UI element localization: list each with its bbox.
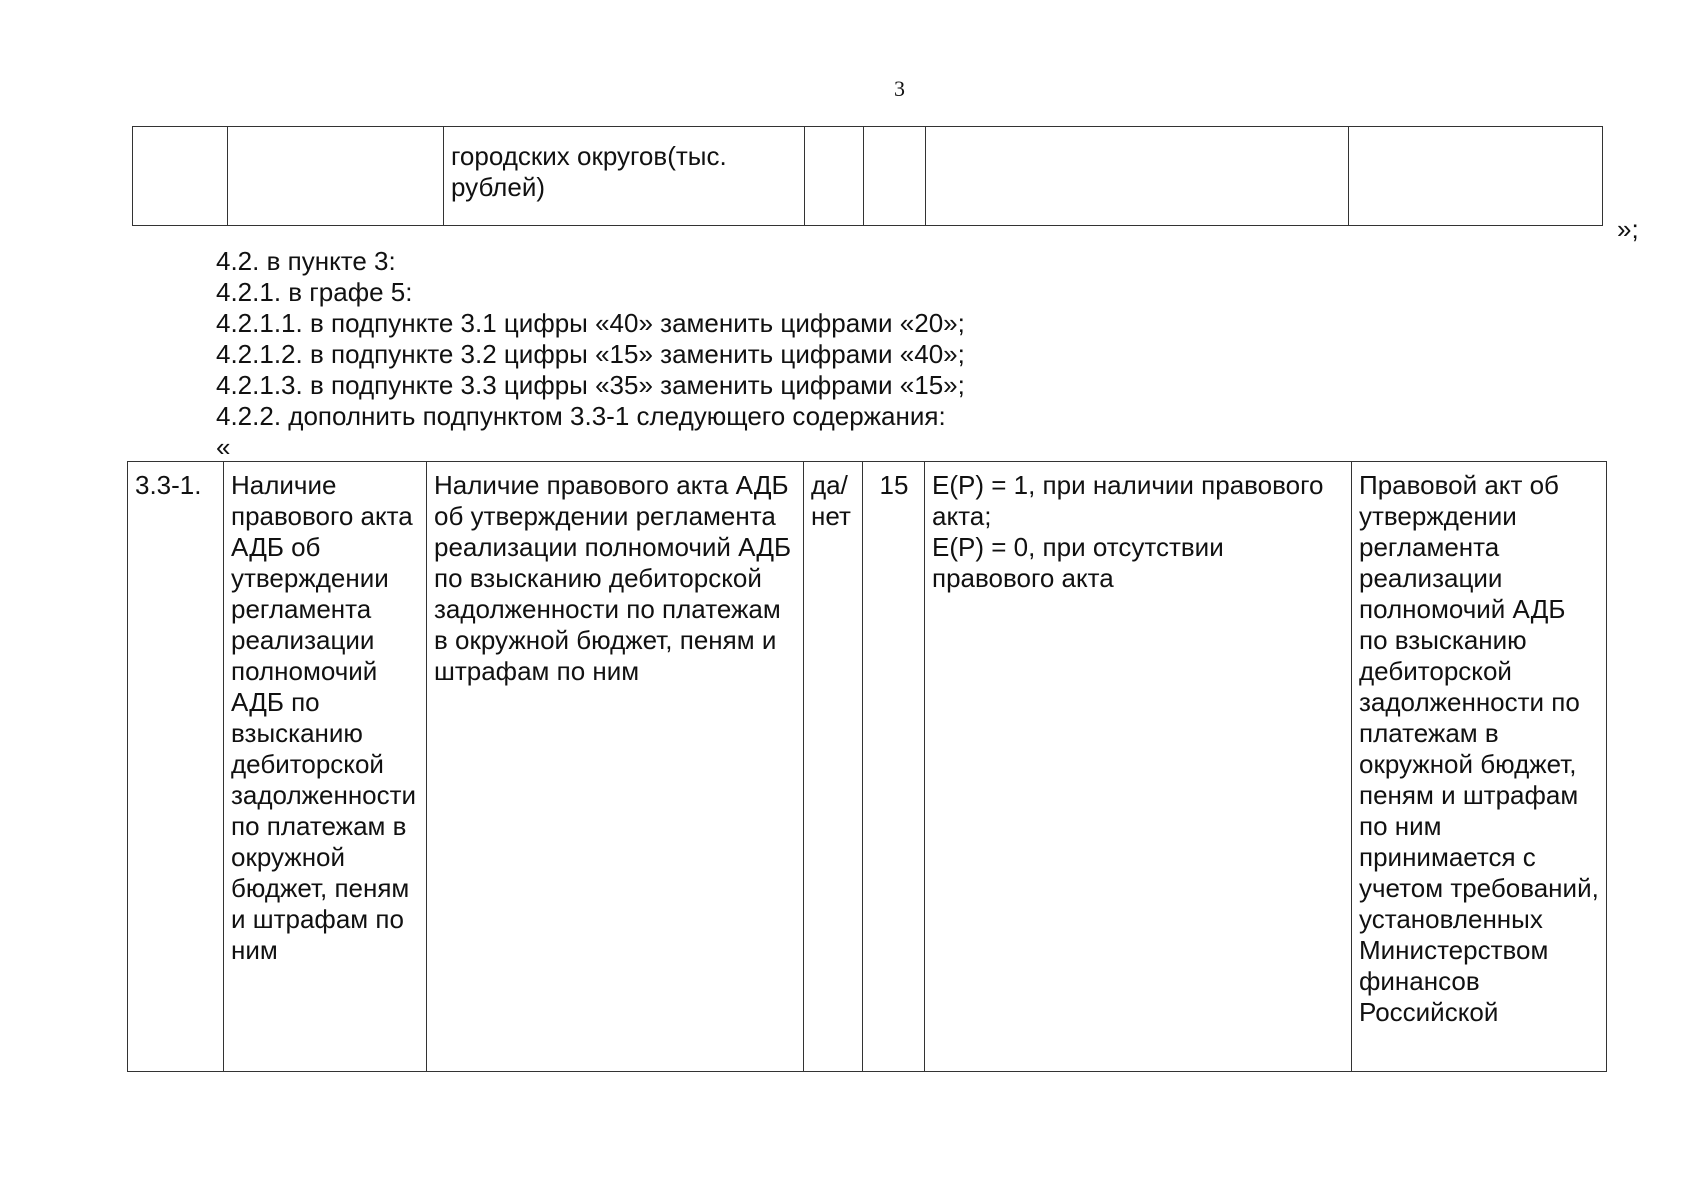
top-table-fragment xyxy=(132,126,1603,226)
top-cell-description: городских округов(тыс. рублей) xyxy=(444,127,805,226)
formula-line: E(P) = 1, при наличии правового акта; xyxy=(932,470,1324,531)
table-row xyxy=(133,127,1603,226)
opening-quote: « xyxy=(216,432,231,462)
indicator-weight: 15 xyxy=(863,462,925,1072)
indicator-number: 3.3-1. xyxy=(128,462,224,1072)
indicator-unit: да/ нет xyxy=(804,462,863,1072)
top-cell-weight xyxy=(864,127,926,226)
amendment-text xyxy=(216,246,965,432)
page-number: 3 xyxy=(894,76,905,101)
top-cell-formula xyxy=(926,127,1349,226)
top-cell-name xyxy=(228,127,444,226)
indicator-table xyxy=(127,461,1607,1072)
indicator-comment: Правовой акт об утверждении регламента реализации полномочий АДБ по взысканию дебиторской задолженности по платежам в окружной бюджет, пеням и штрафам по ним принимается с учетом требований, установленных Министерством финансов Российской xyxy=(1352,462,1607,1072)
top-cell-unit xyxy=(805,127,864,226)
paragraph: 4.2.1.2. в подпункте 3.2 цифры «15» заменить цифрами «40»; xyxy=(216,339,965,369)
formula-line: E(P) = 0, при отсутствии правового акта xyxy=(932,532,1224,593)
paragraph: 4.2. в пункте 3: xyxy=(216,246,396,276)
paragraph: 4.2.1.3. в подпункте 3.3 цифры «35» заменить цифрами «15»; xyxy=(216,370,965,400)
paragraph: 4.2.1. в графе 5: xyxy=(216,277,413,307)
paragraph: 4.2.1.1. в подпункте 3.1 цифры «40» заменить цифрами «20»; xyxy=(216,308,965,338)
indicator-description: Наличие правового акта АДБ об утверждении регламента реализации полномочий АДБ по взысканию дебиторской задолженности по платежам в окружной бюджет, пеням и штрафам по ним xyxy=(427,462,804,1072)
top-cell-comment xyxy=(1349,127,1603,226)
table-row xyxy=(128,462,1607,1072)
indicator-formula xyxy=(925,462,1352,1072)
paragraph: 4.2.2. дополнить подпунктом 3.3-1 следующего содержания: xyxy=(216,401,946,431)
indicator-name: Наличие правового акта АДБ об утверждении регламента реализации полномочий АДБ по взысканию дебиторской задолженности по платежам в окружной бюджет, пеням и штрафам по ним xyxy=(224,462,427,1072)
top-cell-number xyxy=(133,127,228,226)
closing-quote: »; xyxy=(1617,214,1639,244)
